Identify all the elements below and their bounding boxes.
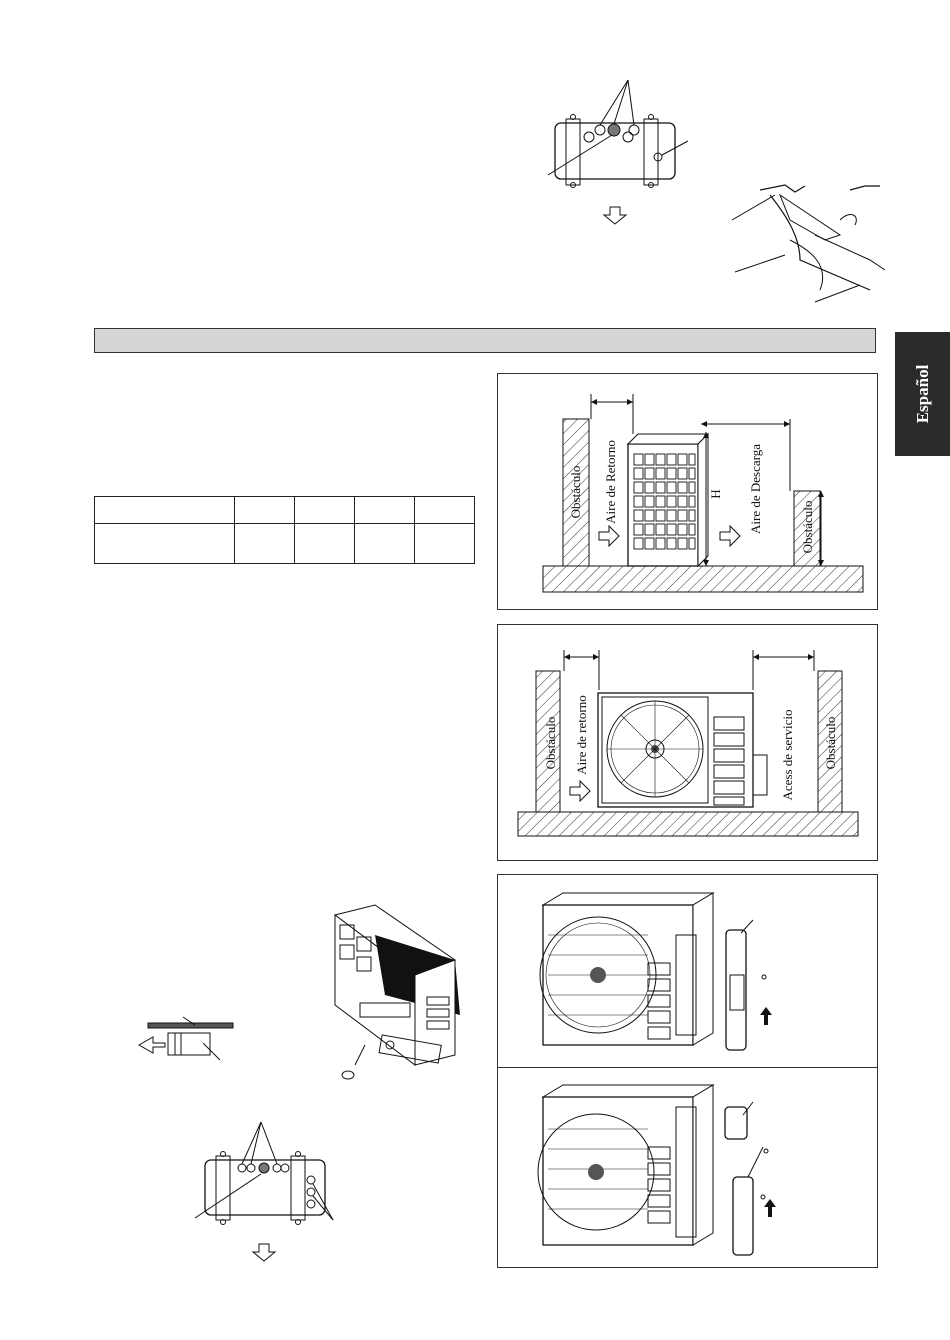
right-arrow-icon (570, 781, 590, 801)
figure-front-clearance (497, 373, 878, 610)
right-obstacle-label: Obstáculo (823, 716, 838, 770)
figure-side-clearance (497, 624, 878, 861)
up-arrow-icon (760, 1007, 772, 1025)
figure-valve-cover (497, 874, 878, 1268)
service-access-label: Acess de servicio (780, 709, 795, 801)
clearance-spec-table (94, 496, 475, 564)
table-cell (95, 497, 235, 524)
table-cell (235, 497, 295, 524)
table-cell (295, 524, 355, 564)
table-cell (415, 524, 475, 564)
right-arrow-icon (599, 526, 619, 546)
left-arrow-icon (139, 1037, 165, 1053)
table-cell (295, 497, 355, 524)
down-arrow-icon (253, 1244, 275, 1261)
front-clearance-drawing (498, 374, 879, 611)
valve-cover-drawing-bottom (498, 1067, 879, 1267)
drain-elbow-installation-sketch (730, 180, 890, 310)
return-air-label: Aire de Retorno (603, 440, 618, 524)
table-cell (235, 524, 295, 564)
base-drain-holes-diagram-bottom (195, 1110, 355, 1270)
tilted-unit-drain-elbow-drawing (315, 905, 475, 1085)
valve-cover-drawing-top (498, 875, 879, 1067)
return-air-label: Aire de retorno (574, 695, 589, 775)
section-header-bar (94, 328, 876, 353)
down-arrow-icon (604, 207, 626, 224)
language-tab-label: Español (912, 364, 932, 424)
table-cell (355, 524, 415, 564)
drain-elbow-detail (125, 1005, 235, 1065)
height-label: H (708, 489, 723, 499)
left-obstacle-label: Obstáculo (568, 465, 583, 519)
table-cell (95, 524, 235, 564)
discharge-air-label: Aire de Descarga (748, 444, 763, 534)
up-arrow-icon (764, 1199, 776, 1217)
language-side-tab (895, 332, 950, 456)
left-obstacle-label: Obstáculo (543, 716, 558, 770)
table-cell (415, 497, 475, 524)
right-obstacle-label: Obstáculo (800, 500, 815, 554)
base-drain-holes-diagram-top (540, 75, 700, 225)
right-arrow-icon (720, 526, 740, 546)
table-cell (355, 497, 415, 524)
